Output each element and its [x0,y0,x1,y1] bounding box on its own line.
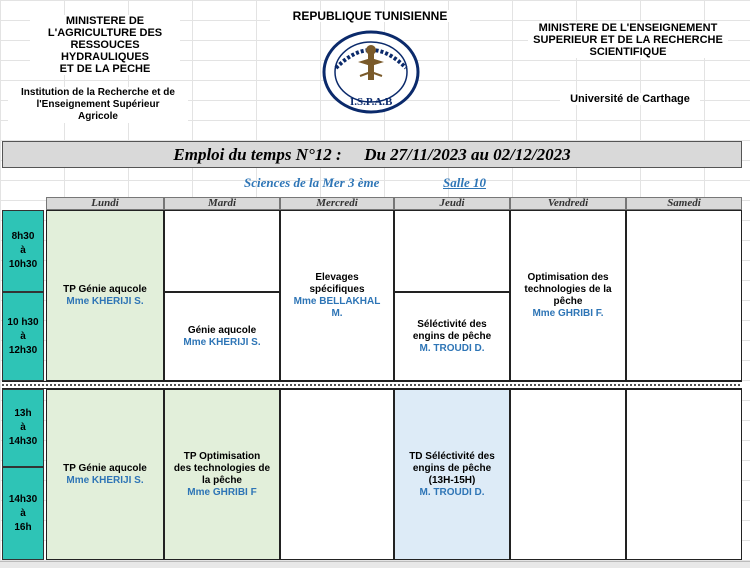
day-header-samedi: Samedi [626,197,742,210]
schedule-dates: Du 27/11/2023 au 02/12/2023 [364,145,571,164]
professor-name: M. TROUDI D. [419,342,485,354]
course-name: TD Séléctivité des engins de pêche (13H-15H) [409,450,495,486]
professor-name: Mme KHERIJI S. [66,295,144,307]
left-ministry: MINISTERE DE L'AGRICULTURE DES RESSOUCES HYDRAULIQUES ET DE LA PECHE [30,15,180,75]
empty-slot-vendredi-pm [510,389,626,560]
left-institution: Institution de la Recherche et de l'Enseignement Supérieur Agricole [8,87,188,123]
time-slot-4: 14h30 à 16h [2,467,44,560]
course-name: TP Génie aqucole [63,462,147,474]
empty-slot-samedi-am [626,210,742,381]
session-mercredi-am[interactable] [280,210,394,381]
time-slot-3: 13h à 14h30 [2,389,44,467]
day-header-jeudi: Jeudi [394,197,510,210]
right-university: Université de Carthage [560,93,700,105]
course-name: Génie aqucole [187,324,257,336]
day-header-lundi: Lundi [46,197,164,210]
time-slot-1: 8h30 à 10h30 [2,210,44,292]
day-header-vendredi: Vendredi [510,197,626,210]
session-lundi-pm[interactable] [46,389,164,560]
time-slot-2: 10 h30 à 12h30 [2,292,44,381]
professor-name: Mme BELLAKHAL M. [293,295,381,319]
course-name: Elevages spécifiques [309,271,365,295]
professor-name: M. TROUDI D. [419,486,485,498]
empty-slot-mercredi-pm [280,389,394,560]
day-header-mercredi: Mercredi [280,197,394,210]
empty-slot-samedi-pm [626,389,742,560]
course-name: TP Génie aqucole [63,283,147,295]
day-header-mardi: Mardi [164,197,280,210]
course-name: Optimisation des technologies de la pêche [524,271,612,307]
session-mardi-am[interactable] [164,292,280,381]
course-name: Séléctivité des engins de pêche [412,318,492,342]
empty-slot-mardi-1 [164,210,280,292]
session-mardi-pm[interactable] [164,389,280,560]
schedule-title [2,141,742,168]
professor-name: Mme KHERIJI S. [66,474,144,486]
professor-name: Mme KHERIJI S. [183,336,261,348]
session-jeudi-pm[interactable] [394,389,510,560]
right-ministry: MINISTERE DE L'ENSEIGNEMENT SUPERIEUR ET DE LA RECHERCHE SCIENTIFIQUE [528,22,728,58]
session-jeudi-am[interactable] [394,292,510,381]
logo-text: I.S.P.A.B [350,96,393,108]
schedule-number: Emploi du temps N°12 : [173,145,342,164]
empty-slot-jeudi-1 [394,210,510,292]
session-vendredi-am[interactable] [510,210,626,381]
professor-name: Mme GHRIBI F. [532,307,604,319]
session-lundi-am[interactable] [46,210,164,381]
sheet-tabs-bar[interactable] [0,561,750,568]
midday-separator [2,381,742,389]
room-label: Salle 10 [443,175,486,190]
republic-title: REPUBLIQUE TUNISIENNE [270,10,470,22]
course-name: TP Optimisation des technologies de la pêche [173,450,271,486]
program-label: Sciences de la Mer 3 ème [244,175,380,190]
professor-name: Mme GHRIBI F [187,486,257,498]
